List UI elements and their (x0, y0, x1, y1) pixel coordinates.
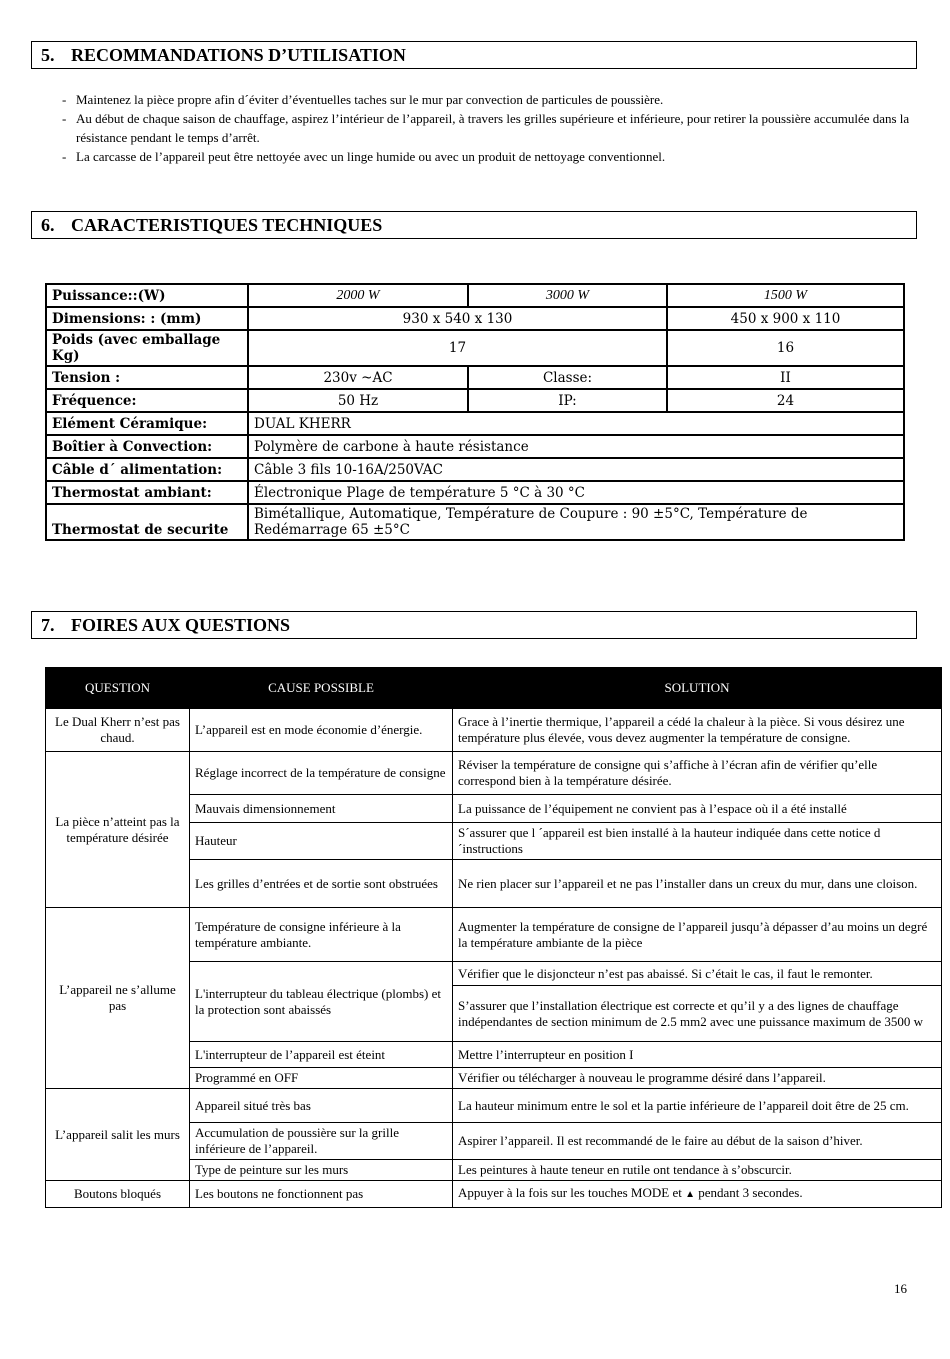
cause-cell: Les boutons ne fonctionnent pas (190, 1181, 453, 1208)
section-7-heading (31, 611, 917, 639)
spec-label: Thermostat de securite (46, 504, 248, 540)
spec-label: Puissance::(W) (46, 284, 248, 307)
solution-text: pendant 3 secondes. (698, 1185, 803, 1200)
question-cell: L’appareil salit les murs (46, 1089, 190, 1181)
spec-label: Fréquence: (46, 389, 248, 412)
recommendations-list (62, 90, 912, 166)
cause-cell: Température de consigne inférieure à la température ambiante. (190, 908, 453, 962)
cause-cell: Type de peinture sur les murs (190, 1160, 453, 1181)
spec-label: Elément Céramique: (46, 412, 248, 435)
section-title: RECOMMANDATIONS D’UTILISATION (71, 45, 406, 65)
list-item: - La carcasse de l’appareil peut être nettoyée avec un linge humide ou avec un produit de nettoyage conventionnel. (62, 147, 912, 166)
spec-label: Tension : (46, 366, 248, 389)
spec-value: 17 (248, 330, 667, 366)
cause-cell: Mauvais dimensionnement (190, 795, 453, 823)
table-row (46, 752, 942, 795)
spec-value: 450 x 900 x 110 (667, 307, 904, 330)
question-cell: Boutons bloqués (46, 1181, 190, 1208)
list-item: - Au début de chaque saison de chauffage, aspirez l’intérieur de l’appareil, à travers les grilles supérieure et inférieure, pour retirer la poussière accumulée dans la résistance pendant le temps d’arrêt. (62, 109, 912, 147)
question-cell: L’appareil ne s’allume pas (46, 908, 190, 1089)
table-row (46, 435, 904, 458)
spec-value: Câble 3 fils 10-16A/250VAC (248, 458, 904, 481)
solution-cell: Mettre l’interrupteur en position I (453, 1042, 942, 1068)
table-row (46, 412, 904, 435)
cause-cell: L’appareil est en mode économie d’énergie. (190, 709, 453, 752)
cause-cell: Réglage incorrect de la température de consigne (190, 752, 453, 795)
table-row (46, 709, 942, 752)
solution-cell: Aspirer l’appareil. Il est recommandé de le faire au début de la saison d’hiver. (453, 1123, 942, 1160)
spec-value: Polymère de carbone à haute résistance (248, 435, 904, 458)
section-title: FOIRES AUX QUESTIONS (71, 615, 291, 635)
list-item: - Maintenez la pièce propre afin d´éviter d’éventuelles taches sur le mur par convection de particules de poussière. (62, 90, 912, 109)
spec-value: II (667, 366, 904, 389)
solution-cell: Vérifier que le disjoncteur n’est pas abaissé. Si c’était le cas, il faut le remonter. (453, 962, 942, 986)
spec-value: 930 x 540 x 130 (248, 307, 667, 330)
spec-value: 230v ~AC (248, 366, 468, 389)
solution-cell: Augmenter la température de consigne de l’appareil jusqu’à dépasser d’au moins un degré la température ambiante de la pièce (453, 908, 942, 962)
section-number: 7. (41, 615, 55, 635)
spec-value: 24 (667, 389, 904, 412)
question-cell: La pièce n’atteint pas la température désirée (46, 752, 190, 908)
table-row (46, 458, 904, 481)
cause-cell: Les grilles d’entrées et de sortie sont obstruées (190, 860, 453, 908)
spec-label: Classe: (468, 366, 667, 389)
spec-value: Électronique Plage de température 5 °C à 30 °C (248, 481, 904, 504)
column-header-solution: SOLUTION (453, 668, 942, 709)
triangle-up-icon: ▲ (685, 1189, 695, 1200)
spec-value: DUAL KHERR (248, 412, 904, 435)
table-row (46, 1089, 942, 1123)
table-header-row (46, 668, 942, 709)
cause-cell: Programmé en OFF (190, 1068, 453, 1089)
page-number: 16 (894, 1281, 907, 1296)
column-header-cause: CAUSE POSSIBLE (190, 668, 453, 709)
solution-cell: Ne rien placer sur l’appareil et ne pas l’installer dans un creux du mur, dans une cloison. (453, 860, 942, 908)
section-number: 6. (41, 215, 55, 235)
solution-cell: La puissance de l’équipement ne convient pas à l’espace où il a été installé (453, 795, 942, 823)
table-row (46, 389, 904, 412)
spec-value: Bimétallique, Automatique, Température de Coupure : 90 ±5°C, Température de Redémarrage 65 ±5°C (248, 504, 904, 540)
table-row (46, 908, 942, 962)
cause-cell: L'interrupteur de l’appareil est éteint (190, 1042, 453, 1068)
solution-cell (453, 1181, 942, 1208)
solution-cell: La hauteur minimum entre le sol et la partie inférieure de l’appareil doit être de 25 cm. (453, 1089, 942, 1123)
section-6-heading (31, 211, 917, 239)
cause-cell: Appareil situé très bas (190, 1089, 453, 1123)
question-cell: Le Dual Kherr n’est pas chaud. (46, 709, 190, 752)
solution-cell: Grace à l’inertie thermique, l’appareil a cédé la chaleur à la pièce. Si vous désirez une température plus élevée, vous devez augmenter la température de consigne. (453, 709, 942, 752)
spec-value: 2000 W (248, 284, 468, 307)
solution-cell: Les peintures à haute teneur en rutile ont tendance à s’obscurcir. (453, 1160, 942, 1181)
spec-label: Poids (avec emballage Kg) (46, 330, 248, 366)
spec-label: Dimensions: : (mm) (46, 307, 248, 330)
cause-cell: Hauteur (190, 823, 453, 860)
table-row (46, 1181, 942, 1208)
table-row (46, 330, 904, 366)
faq-table (45, 667, 942, 1208)
spec-value: 16 (667, 330, 904, 366)
cause-cell: L'interrupteur du tableau électrique (plombs) et la protection sont abaissés (190, 962, 453, 1042)
spec-value: 3000 W (468, 284, 667, 307)
spec-label: Câble d´ alimentation: (46, 458, 248, 481)
table-row (46, 504, 904, 540)
solution-text: Appuyer à la fois sur les touches MODE et (458, 1185, 682, 1200)
spec-value: 50 Hz (248, 389, 468, 412)
spec-value: 1500 W (667, 284, 904, 307)
specs-table (45, 283, 905, 541)
table-row (46, 284, 904, 307)
solution-cell: S’assurer que l’installation électrique est correcte et qu’il y a des lignes de chauffage indépendantes de section minimum de 2.5 mm2 avec une puissance maximum de 3500 w (453, 986, 942, 1042)
solution-cell: Réviser la température de consigne qui s’affiche à l’écran afin de vérifier qu’elle correspond bien à la température désirée. (453, 752, 942, 795)
cause-cell: Accumulation de poussière sur la grille inférieure de l’appareil. (190, 1123, 453, 1160)
solution-cell: S´assurer que l ´appareil est bien installé à la hauteur indiquée dans cette notice d´instructions (453, 823, 942, 860)
spec-label: IP: (468, 389, 667, 412)
spec-label: Boîtier à Convection: (46, 435, 248, 458)
section-title: CARACTERISTIQUES TECHNIQUES (71, 215, 383, 235)
table-row (46, 307, 904, 330)
section-number: 5. (41, 45, 55, 65)
table-row (46, 481, 904, 504)
table-row (46, 366, 904, 389)
column-header-question: QUESTION (46, 668, 190, 709)
section-5-heading (31, 41, 917, 69)
spec-label: Thermostat ambiant: (46, 481, 248, 504)
solution-cell: Vérifier ou télécharger à nouveau le programme désiré dans l’appareil. (453, 1068, 942, 1089)
